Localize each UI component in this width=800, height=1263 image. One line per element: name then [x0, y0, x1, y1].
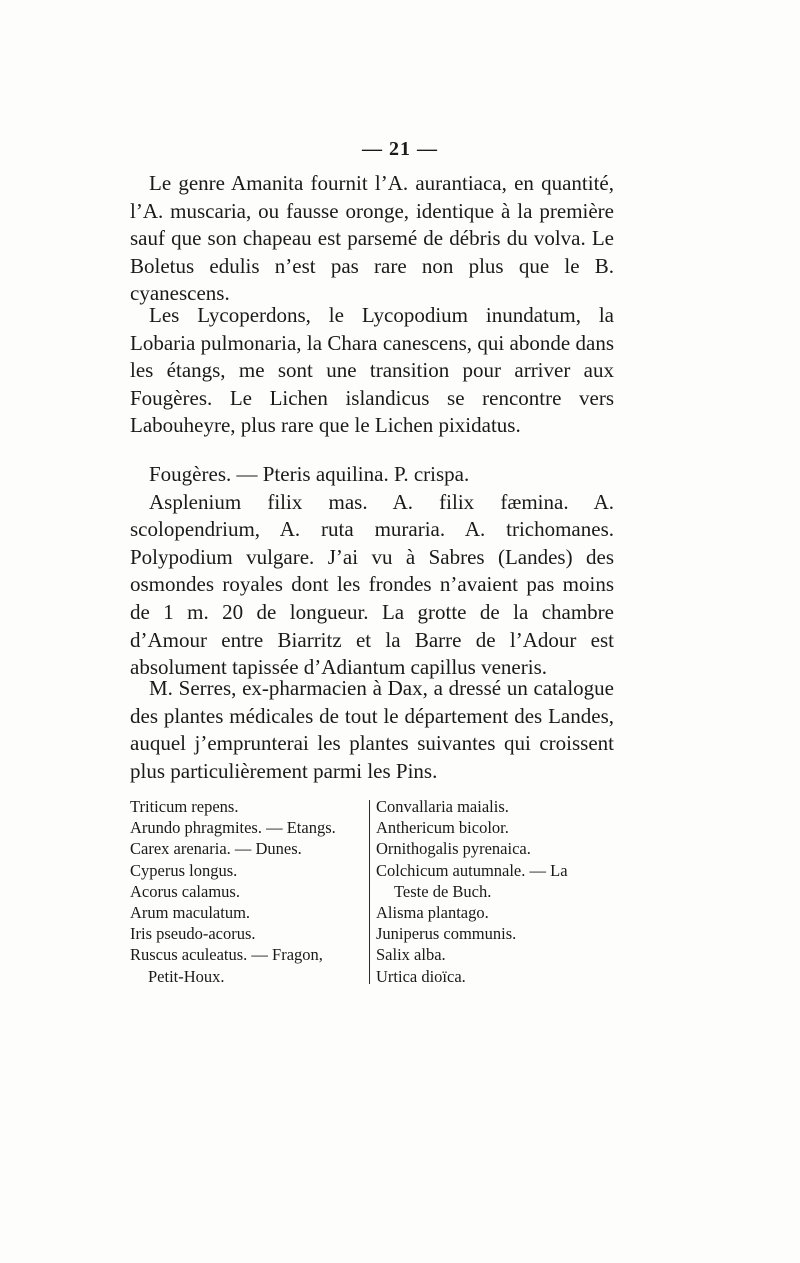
plant-entry: Triticum repens.: [130, 797, 239, 816]
plant-entry: Urtica dioïca.: [376, 966, 466, 986]
plant-list-right-column: [376, 796, 612, 987]
paragraph-amanita: [130, 170, 614, 308]
paragraph-text: Asplenium filix mas. A. filix fæmina. A. scolopendrium, A. ruta muraria. A. trichomanes. Polypodium vulgare. J’ai vu à Sabres (Landes) des osmondes royales dont les frondes n’avaient pas moins de 1 m. 20 de longueur. La grotte de la chambre d’Amour entre Biarritz et la Barre de l’Adour est absolument tapissée d’Adiantum capillus veneris.: [130, 489, 614, 680]
plant-entry: Arum maculatum.: [130, 903, 251, 923]
plant-entry-continuation: Petit-Houx.: [148, 966, 225, 986]
paragraph-heading-line: Fougères. — Pteris aquilina. P. crispa.: [149, 462, 470, 486]
plant-entry: Carex arenaria. — Dunes.: [130, 839, 302, 859]
plant-entry: Salix alba.: [376, 945, 446, 965]
plant-entry: Iris pseudo-acorus.: [130, 924, 256, 944]
plant-entry: Alisma plantago.: [376, 903, 489, 923]
plant-entry: Ruscus aculeatus. — Fragon,: [130, 945, 323, 965]
paragraph-text: M. Serres, ex-pharmacien à Dax, a dressé un catalogue des plantes médicales de tout le département des Landes, auquel j’emprunterai les plantes suivantes qui croissent plus particulièrement parmi les Pins.: [130, 676, 614, 783]
plant-entry: Colchicum autumnale. — La: [376, 860, 568, 880]
paragraph-fougeres: [130, 461, 614, 682]
plant-entry-continuation: Teste de Buch.: [394, 881, 492, 901]
column-divider: [369, 800, 370, 984]
plant-entry: Anthericum bicolor.: [376, 818, 509, 838]
plant-entry: Ornithogalis pyrenaica.: [376, 839, 531, 859]
paragraph-text: Le genre Amanita fournit l’A. aurantiaca, en quantité, l’A. muscaria, ou fausse oronge, identique à la première sauf que son chapeau est parsemé de débris du volva. Le Boletus edulis n’est pas rare non plus que le B. cyanescens.: [130, 171, 614, 306]
plant-entry: Juniperus communis.: [376, 924, 517, 944]
plant-list: [130, 796, 612, 986]
plant-entry: Cyperus longus.: [130, 860, 238, 880]
page-number: — 21 —: [362, 138, 438, 160]
paragraph-lycoperdons: [130, 302, 614, 440]
paragraph-text: Les Lycoperdons, le Lycopodium inundatum, la Lobaria pulmonaria, la Chara canescens, qui abonde dans les étangs, me sont une transition pour arriver aux Fougères. Le Lichen islandicus se rencontre vers Labouheyre, plus rare que le Lichen pixidatus.: [130, 303, 614, 438]
plant-entry: Acorus calamus.: [130, 881, 240, 901]
paragraph-serres: [130, 675, 614, 785]
plant-entry: Arundo phragmites. — Etangs.: [130, 818, 336, 838]
plant-entry: Convallaria maialis.: [376, 797, 509, 816]
plant-list-left-column: [130, 796, 362, 987]
